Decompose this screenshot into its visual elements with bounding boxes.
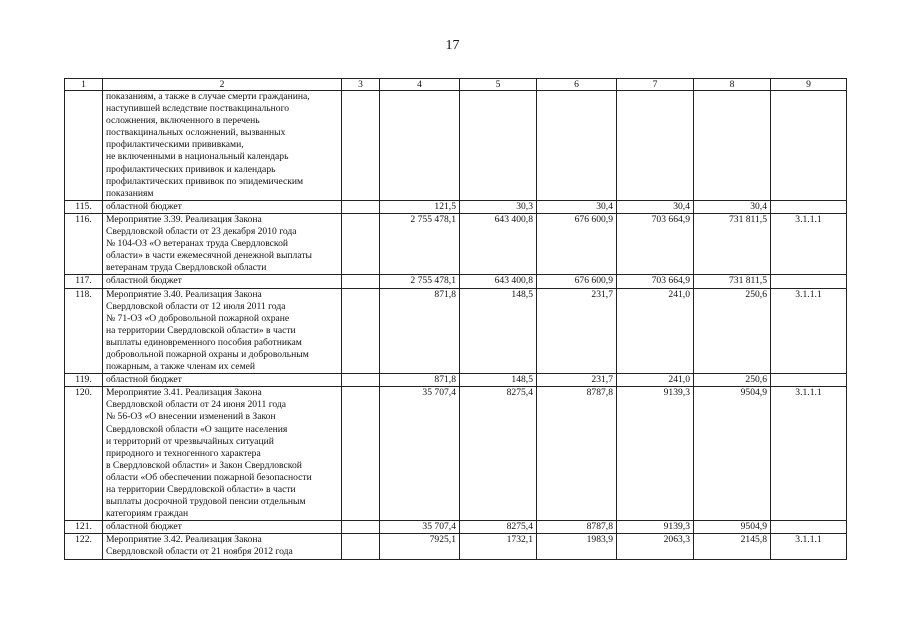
cell-col5: 148,5: [460, 288, 537, 374]
column-number: 9: [771, 79, 847, 91]
cell-total: 2 755 478,1: [380, 213, 460, 274]
cell-col3: [342, 534, 380, 559]
table-row: [65, 91, 847, 201]
cell-col3: [342, 374, 380, 387]
cell-target-code: 3.1.1.1: [771, 387, 847, 521]
cell-col5: 148,5: [460, 374, 537, 387]
description-line: Свердловской области «О защите населения: [106, 423, 288, 435]
row-number: 117.: [65, 275, 103, 288]
description-line: профилактических прививок по эпидемическим: [106, 175, 304, 187]
description-line: поствакцинальных осложнений, вызванных: [106, 127, 286, 139]
row-description: [103, 91, 342, 201]
cell-col8: 731 811,5: [694, 275, 771, 288]
description-line: показаниям, а также в случае смерти гражданина,: [106, 91, 310, 102]
row-description: [103, 213, 342, 274]
column-number: 4: [380, 79, 460, 91]
description-line: № 104-ОЗ «О ветеранах труда Свердловской: [106, 238, 289, 250]
cell-col8: 9504,9: [694, 521, 771, 534]
description-line: природного и техногенного характера: [106, 447, 261, 459]
column-number: 3: [342, 79, 380, 91]
description-line: № 56-ОЗ «О внесении изменений в Закон: [106, 411, 276, 423]
row-number: 121.: [65, 521, 103, 534]
description-line: на территории Свердловской области» в части: [106, 484, 296, 495]
cell-col5: [460, 91, 537, 201]
row-number: 116.: [65, 213, 103, 274]
cell-target-code: [771, 521, 847, 534]
cell-col5: 643 400,8: [460, 213, 537, 274]
cell-total: [380, 91, 460, 201]
cell-target-code: [771, 275, 847, 288]
column-number: 5: [460, 79, 537, 91]
description-line: Мероприятие 3.41. Реализация Закона: [106, 387, 262, 399]
row-number: 118.: [65, 288, 103, 374]
cell-col7: 241,0: [617, 288, 694, 374]
cell-col3: [342, 288, 380, 374]
cell-col6: 8787,8: [537, 387, 617, 521]
cell-col8: 30,4: [694, 200, 771, 213]
description-line: профилактическими прививками,: [106, 139, 244, 151]
description-line: показаниям: [106, 187, 154, 199]
cell-col7: 9139,3: [617, 521, 694, 534]
cell-col8: 250,6: [694, 288, 771, 374]
cell-total: 7925,1: [380, 534, 460, 559]
cell-col5: 1732,1: [460, 534, 537, 559]
cell-target-code: 3.1.1.1: [771, 534, 847, 559]
column-number: 8: [694, 79, 771, 91]
description-line: областной бюджет: [106, 275, 182, 287]
description-line: профилактических прививок и календарь: [106, 163, 276, 175]
cell-col6: 231,7: [537, 288, 617, 374]
cell-target-code: [771, 374, 847, 387]
description-line: Мероприятие 3.40. Реализация Закона: [106, 288, 262, 300]
description-line: областной бюджет: [106, 521, 182, 533]
row-description: [103, 534, 342, 559]
description-line: в Свердловской области» и Закон Свердловской: [106, 459, 302, 471]
row-number: [65, 91, 103, 201]
table-row: [65, 288, 847, 374]
cell-total: 35 707,4: [380, 521, 460, 534]
cell-col6: 231,7: [537, 374, 617, 387]
cell-total: 871,8: [380, 374, 460, 387]
description-line: области» в части ежемесячной денежной выплаты: [106, 250, 312, 262]
cell-col6: 30,4: [537, 200, 617, 213]
cell-col8: 9504,9: [694, 387, 771, 521]
column-number-row: [65, 79, 847, 91]
row-description: [103, 387, 342, 521]
row-number: 115.: [65, 200, 103, 213]
description-line: осложнения, включенного в перечень: [106, 115, 260, 127]
cell-col8: 2145,8: [694, 534, 771, 559]
row-number: 122.: [65, 534, 103, 559]
description-line: ветеранам труда Свердловской области: [106, 262, 267, 274]
description-line: Свердловской области от 12 июля 2011 года: [106, 300, 286, 312]
cell-col5: 643 400,8: [460, 275, 537, 288]
table-row: [65, 387, 847, 521]
description-line: и территорий от чрезвычайных ситуаций: [106, 435, 274, 447]
description-line: на территории Свердловской области» в части: [106, 324, 296, 336]
page-bottom-margin: [0, 596, 905, 640]
description-line: Свердловской области от 21 ноября 2012 года: [106, 546, 293, 558]
cell-col3: [342, 200, 380, 213]
budget-table: [64, 78, 847, 560]
description-line: областной бюджет: [106, 200, 182, 212]
cell-col7: 9139,3: [617, 387, 694, 521]
description-line: выплаты досрочной трудовой пенсии отдельным: [106, 496, 306, 508]
column-number: 1: [65, 79, 103, 91]
table-row: [65, 521, 847, 534]
cell-col6: 676 600,9: [537, 213, 617, 274]
cell-col6: [537, 91, 617, 201]
cell-col8: 731 811,5: [694, 213, 771, 274]
table-row: [65, 374, 847, 387]
cell-col5: 30,3: [460, 200, 537, 213]
row-description: [103, 374, 342, 387]
cell-col7: 703 664,9: [617, 275, 694, 288]
cell-col7: 2063,3: [617, 534, 694, 559]
cell-total: 35 707,4: [380, 387, 460, 521]
cell-col7: 703 664,9: [617, 213, 694, 274]
page-number: 17: [445, 38, 460, 53]
table-row: [65, 275, 847, 288]
cell-col3: [342, 213, 380, 274]
row-description: [103, 200, 342, 213]
description-line: категориям граждан: [106, 508, 189, 520]
cell-col7: 30,4: [617, 200, 694, 213]
cell-col5: 8275,4: [460, 387, 537, 521]
description-line: пожарным, а также членам их семей: [106, 361, 256, 373]
table-row: [65, 534, 847, 559]
cell-col6: 676 600,9: [537, 275, 617, 288]
description-line: № 71-ОЗ «О добровольной пожарной охране: [106, 312, 290, 324]
column-number: 2: [103, 79, 342, 91]
column-number: 7: [617, 79, 694, 91]
description-line: области «Об обеспечении пожарной безопасности: [106, 471, 312, 483]
cell-col3: [342, 521, 380, 534]
column-number: 6: [537, 79, 617, 91]
description-line: не включенными в национальный календарь: [106, 151, 289, 163]
cell-col6: 1983,9: [537, 534, 617, 559]
cell-target-code: 3.1.1.1: [771, 213, 847, 274]
description-line: Мероприятие 3.42. Реализация Закона: [106, 534, 262, 546]
row-number: 119.: [65, 374, 103, 387]
description-line: Мероприятие 3.39. Реализация Закона: [106, 213, 262, 225]
cell-target-code: 3.1.1.1: [771, 288, 847, 374]
cell-col3: [342, 387, 380, 521]
row-description: [103, 288, 342, 374]
table-row: [65, 200, 847, 213]
cell-col6: 8787,8: [537, 521, 617, 534]
cell-total: 121,5: [380, 200, 460, 213]
cell-total: 2 755 478,1: [380, 275, 460, 288]
cell-target-code: [771, 91, 847, 201]
cell-col3: [342, 275, 380, 288]
description-line: выплаты единовременного пособия работникам: [106, 336, 302, 348]
description-line: наступившей вследствие поствакцинального: [106, 103, 290, 115]
row-description: [103, 521, 342, 534]
description-line: добровольной пожарной охраны и добровольным: [106, 348, 309, 360]
table-row: [65, 213, 847, 274]
row-description: [103, 275, 342, 288]
cell-col3: [342, 91, 380, 201]
description-line: Свердловской области от 23 декабря 2010 года: [106, 226, 297, 238]
cell-col7: 241,0: [617, 374, 694, 387]
cell-target-code: [771, 200, 847, 213]
cell-total: 871,8: [380, 288, 460, 374]
cell-col8: 250,6: [694, 374, 771, 387]
description-line: Свердловской области от 24 июня 2011 года: [106, 399, 287, 411]
cell-col8: [694, 91, 771, 201]
description-line: областной бюджет: [106, 374, 182, 386]
row-number: 120.: [65, 387, 103, 521]
cell-col7: [617, 91, 694, 201]
cell-col5: 8275,4: [460, 521, 537, 534]
table-body: [65, 79, 847, 560]
